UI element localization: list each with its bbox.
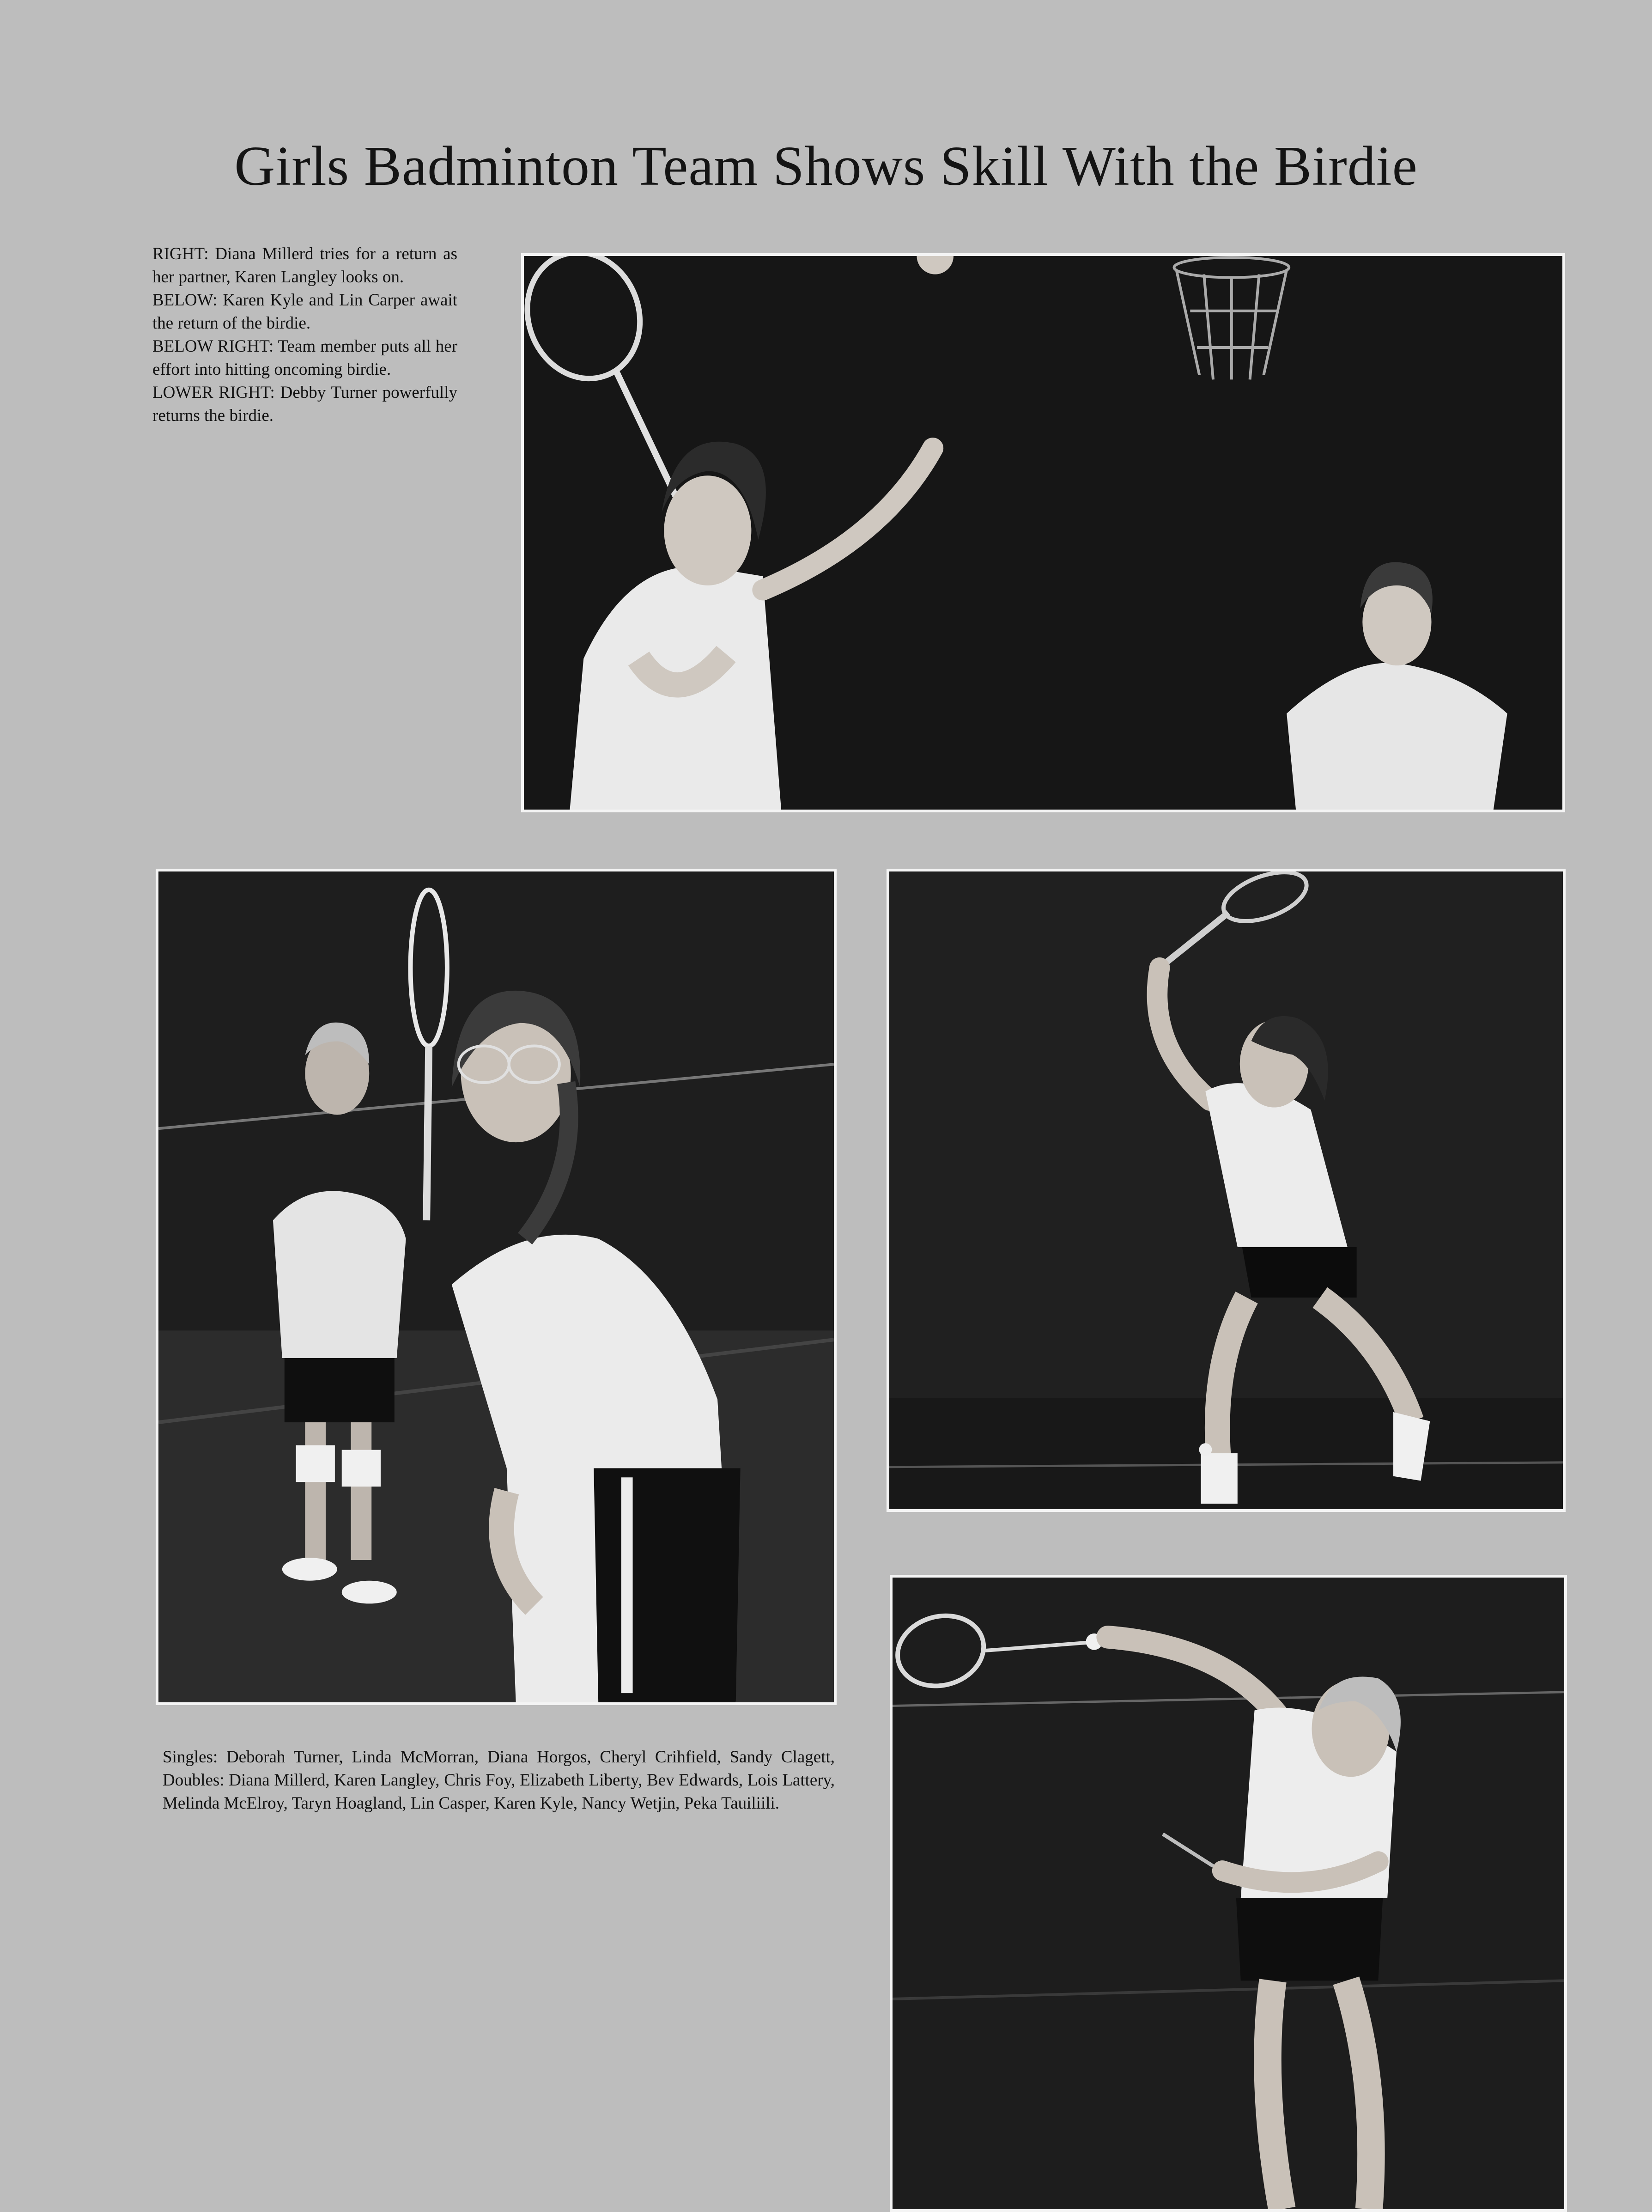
caption-label: RIGHT:	[152, 244, 209, 263]
caption-label: BELOW RIGHT:	[152, 337, 274, 356]
caption-text: Debby Turner powerfully returns the birdie.	[152, 383, 457, 425]
photo-debby-turner	[890, 1575, 1567, 2212]
caption-text: Karen Kyle and Lin Carper await the return of the birdie.	[152, 291, 458, 333]
caption-below-right	[152, 335, 457, 381]
caption-label: LOWER RIGHT:	[152, 383, 275, 402]
caption-below	[152, 289, 457, 335]
caption-text: Diana Millerd tries for a return as her partner, Karen Langley looks on.	[152, 244, 458, 286]
photo-illustration	[158, 871, 834, 1702]
caption-label: BELOW:	[152, 291, 218, 310]
photo-captions	[152, 243, 457, 427]
photo-team-member-hitting	[887, 869, 1566, 1512]
caption-text: Team member puts all her effort into hitting oncoming birdie.	[152, 337, 457, 379]
team-roster: Singles: Deborah Turner, Linda McMorran, Diana Horgos, Cheryl Crihfield, Sandy Clagett, Doubles: Diana Millerd, Karen Langley, Chris Foy, Elizabeth Liberty, Bev Edwards, Lois Lattery, Melinda McElroy, Taryn Hoagland, Lin Casper, Karen Kyle, Nancy Wetjin, Peka Tauiliili.	[163, 1748, 835, 1813]
photo-illustration	[889, 871, 1563, 1509]
photo-diana-millerd	[521, 253, 1565, 812]
caption-right	[152, 243, 457, 289]
photo-karen-kyle-lin-carper	[156, 869, 837, 1705]
caption-lower-right	[152, 381, 457, 427]
photo-illustration	[524, 256, 1562, 810]
page-title: Girls Badminton Team Shows Skill With the Birdie	[234, 135, 1418, 197]
photo-illustration	[893, 1578, 1564, 2209]
